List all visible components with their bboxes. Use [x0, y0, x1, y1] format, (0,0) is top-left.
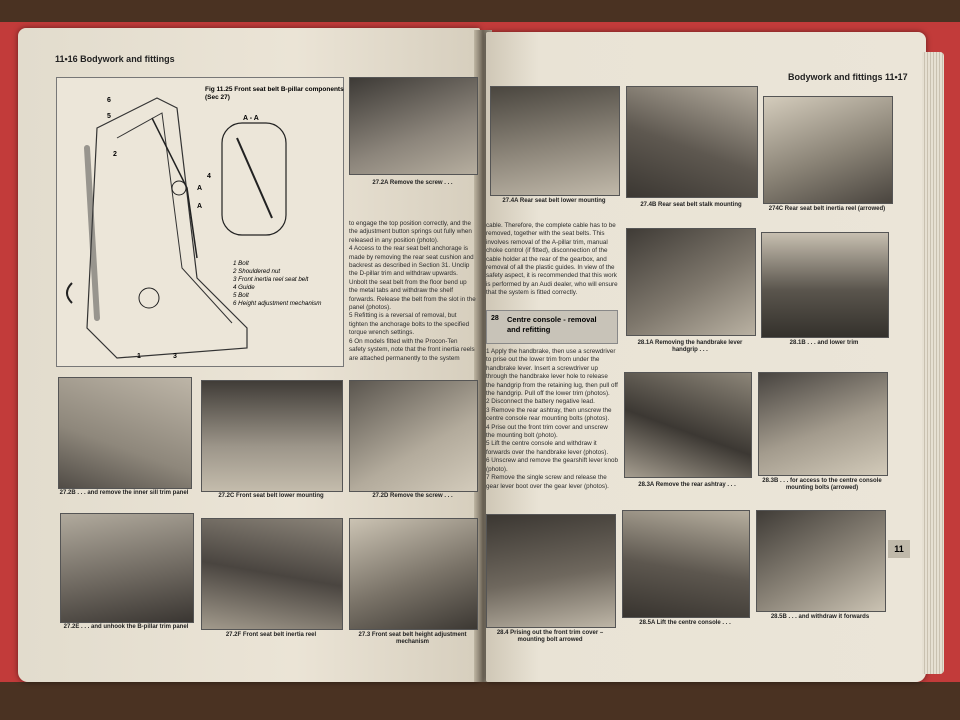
- photo-28-5a: [622, 510, 750, 618]
- photo-28-5b: [756, 510, 886, 612]
- caption-28-3b: 28.3B . . . for access to the centre console mounting bolts (arrowed): [762, 478, 882, 491]
- photo-28-1b: [761, 232, 889, 338]
- caption-27-2e: 27.2E . . . and unhook the B-pillar trim panel: [63, 624, 189, 630]
- callout-2: 2: [113, 151, 117, 158]
- photo-27-2a: [349, 77, 478, 175]
- caption-28-1b: 28.1B . . . and lower trim: [789, 340, 859, 346]
- legend-item: 5 Bolt: [233, 292, 249, 299]
- caption-28-1a: 28.1A Removing the handbrake lever handgrip . . .: [637, 340, 743, 353]
- legend-item: 3 Front inertia reel seat belt: [233, 276, 309, 283]
- figure-title: Fig 11.25 Front seat belt B-pillar components (Sec 27): [205, 86, 344, 101]
- caption-27-3: 27.3 Front seat belt height adjustment mechanism: [358, 632, 467, 645]
- right-body-text-bottom: 1 Apply the handbrake, then use a screwdriver to prise out the lower trim from under the handbrake lever. Insert a screwdriver up through the handbrake lever hole to release the handgrip from the retaining lug, then pull off the handgrip. Pull off the lower trim (photos). 2 Disconnect the battery negative lead. 3 Remove the rear ashtray, then unscrew the centre console rear mounting bolts (photos). 4 Prise out the front trim cover and unscrew the mounting bolt (photo). 5 Lift the centre console and withdraw it forwards over the handbrake lever (photos). 6 Unscrew and remove the gearshift lever knob (photo). 7 Remove the single screw and release the gear lever boot over the gear lever (photos).: [486, 348, 618, 490]
- right-body-text-top: cable. Therefore, the complete cable has to be removed, together with the seat belts. This involves removal of the A-pillar trim, manual choke control (if fitted), disconnection of the cable holder at the rear of the gearbox, and removal of all the plastic guides. In view of the safety aspect, it is recommended that this work is performed by an Audi dealer, who will ensure that the system is fitted correctly.: [486, 222, 618, 297]
- callout-5: 5: [107, 113, 111, 120]
- right-page-header: Bodywork and fittings 11•17: [788, 72, 908, 82]
- section-label: A - A: [243, 115, 259, 122]
- page-edges: [922, 52, 944, 674]
- caption-27-4b: 27.4B Rear seat belt stalk mounting: [640, 202, 742, 208]
- photo-28-4: [486, 514, 616, 628]
- chapter-tab: 11: [888, 540, 910, 558]
- caption-27-2c: 27.2C Front seat belt lower mounting: [218, 493, 324, 499]
- section-title: Centre console - removal and refitting: [507, 315, 597, 334]
- photo-28-3b: [758, 372, 888, 476]
- photo-28-3a: [624, 372, 752, 478]
- photo-27-2c: [201, 380, 343, 492]
- photo-27-3: [349, 518, 478, 630]
- caption-28-5a: 28.5A Lift the centre console . . .: [639, 620, 731, 626]
- callout-1: 1: [137, 353, 141, 360]
- caption-27-2b: 27.2B . . . and remove the inner sill trim panel: [59, 490, 189, 496]
- caption-27-2f: 27.2F Front seat belt inertia reel: [225, 632, 317, 638]
- photo-28-1a: [626, 228, 756, 336]
- photo-27-2b: [58, 377, 192, 489]
- left-body-text: to engage the top position correctly, and the the adjustment button springs out fully when released in any position (photo). 4 Access to the rear seat belt anchorage is made by removing the rear seat cushion and backrest as described in Section 31. Unclip the D-pillar trim and withdraw upwards. Unbolt the seat belt from the floor bend up the metal tabs and withdraw the shelf forwards. Release the belt from the slot in the panel (photos). 5 Refitting is a reversal of removal, but tighten the anchorage bolts to the specified torque wrench settings. 6 On models fitted with the Procon-Ten safety system, note that the front inertia reels are attached permanently to the system: [349, 220, 476, 362]
- figure-legend: [233, 260, 321, 308]
- legend-item: 2 Shouldered nut: [233, 268, 281, 275]
- photo-27-4a: [490, 86, 620, 196]
- legend-item: 6 Height adjustment mechanism: [233, 300, 322, 307]
- callout-6: 6: [107, 97, 111, 104]
- photo-27-4b: [626, 86, 758, 198]
- callout-a-top: A: [197, 185, 203, 192]
- left-page-header: 11•16 Bodywork and fittings: [55, 54, 175, 64]
- caption-28-5b: 28.5B . . . and withdraw it forwards: [770, 614, 870, 620]
- b-pillar-diagram: [57, 78, 343, 366]
- caption-27-4c: 274C Rear seat belt inertia reel (arrowed): [768, 206, 886, 212]
- callout-4: 4: [207, 173, 211, 180]
- section-heading-box: [486, 310, 618, 344]
- section-number: 28: [491, 315, 499, 322]
- legend-item: 4 Guide: [233, 284, 255, 291]
- photo-27-2d: [349, 380, 478, 492]
- callout-3: 3: [173, 353, 177, 360]
- photo-27-2e: [60, 513, 194, 623]
- caption-27-2d: 27.2D Remove the screw . . .: [372, 493, 453, 499]
- caption-27-2a: 27.2A Remove the screw . . .: [372, 180, 453, 186]
- caption-28-4: 28.4 Prising out the front trim cover – mounting bolt arrowed: [496, 630, 604, 643]
- caption-28-3a: 28.3A Remove the rear ashtray . . .: [638, 482, 736, 488]
- photo-27-2f: [201, 518, 343, 630]
- figure-diagram: [56, 77, 344, 367]
- callout-a-bottom: A: [197, 203, 203, 210]
- caption-27-4a: 27.4A Rear seat belt lower mounting: [502, 198, 606, 204]
- legend-item: 1 Bolt: [233, 260, 249, 267]
- photo-27-4c: [763, 96, 893, 204]
